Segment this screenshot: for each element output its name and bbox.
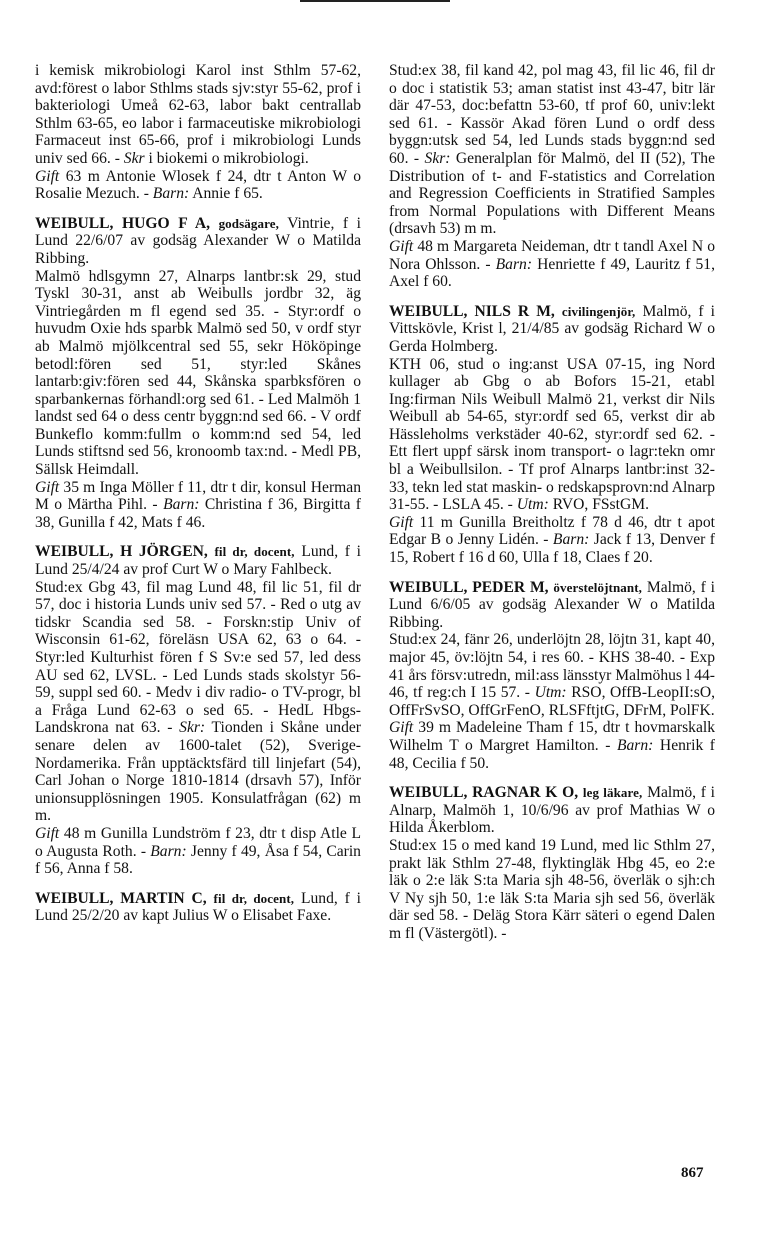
utm-label: Utm: <box>516 496 549 514</box>
skr-text: Generalplan för Malmö, del II (52), The Distribution of t- and F-statistics and Correlation and Regression Coefficients in Stratified Samples from Normal Populations with Different Means (drsavh 53) m m. <box>389 149 715 238</box>
gift-label: Gift <box>389 719 414 737</box>
entry-intro: Malmö, f i Vittskövle, Krist l, 21/4/85 av godsäg Richard W o Gerda Holmberg. <box>389 302 715 355</box>
entry-martin-weibull <box>35 890 361 925</box>
barn-text: Henriette f 49, Lauritz f 51, Axel f 60. <box>389 255 715 291</box>
entry-title: fil dr, docent, <box>213 890 295 906</box>
entry-intro: Lund, f i Lund 25/4/24 av prof Curt W o Mary Fahlbeck. <box>35 543 361 579</box>
entry-name: WEIBULL, RAGNAR K O, <box>389 784 579 802</box>
right-column <box>389 62 715 955</box>
gift-label: Gift <box>389 513 414 531</box>
gift-label: Gift <box>389 237 414 255</box>
entry-nils-weibull <box>389 303 715 567</box>
skr-label: Skr <box>123 149 145 167</box>
entry-hugo-weibull <box>35 215 361 532</box>
entry-name: WEIBULL, HUGO F A, <box>35 214 211 232</box>
gift-label: Gift <box>35 824 60 842</box>
skr-label: Skr: <box>424 149 451 167</box>
barn-label: Barn: <box>616 736 654 754</box>
career-text: KTH 06, stud o ing:anst USA 07-15, ing Nord kullager ab Gbg o ab Bofors 15-21, etabl Ing:firman Nils Weibull Malmö 21, verkst dir Nils Weibull ab 54-65, styr:ordf sed 65, verkst dir ab Hässleholms verkstäder 40-62, styr:ordf sed 62. - Ett flert uppf särsk inom transport- o lagr:tekn omr bl a Weibullsilon. - Tf prof Alnarps lantbr:inst 32-33, tekn led stat maskin- o redskapsprovn:nd Alnarp 31-55. - LSLA 45. - <box>389 355 715 514</box>
barn-text: Christina f 36, Birgitta f 38, Gunilla f 42, Mats f 46. <box>35 496 361 531</box>
gift-text: 63 m Antonie Wlosek f 24, dtr t Anton W o Rosalie Mezuch. - <box>35 167 361 203</box>
entry-title: leg läkare, <box>582 785 643 801</box>
gift-label: Gift <box>35 167 60 185</box>
entry-continuation-left <box>35 62 361 203</box>
utm-label: Utm: <box>534 684 567 702</box>
barn-label: Barn: <box>552 531 590 549</box>
barn-text: Jack f 13, Denver f 15, Robert f 16 d 60, Ulla f 18, Claes f 20. <box>389 531 715 567</box>
top-rule <box>300 0 450 2</box>
utm-text: RSO, OffB-LeopII:sO, OffFrSvSO, OffGrFenO, RLSFftjtG, DFrM, PolFK. <box>389 684 715 719</box>
gift-label: Gift <box>35 478 60 496</box>
entry-name: WEIBULL, MARTIN C, <box>35 889 207 907</box>
career-text: Stud:ex 38, fil kand 42, pol mag 43, fil lic 46, fil dr o doc i statistik 53; aman statist inst 43-47, bitr lär där 47-53, doc:befattn 53-60, tf prof 60, univ:lekt sed 61. - Kassör Akad fören Lund o ordf dess byggn:utsk sed 54, led Lunds stads byggn:nd sed 60. - <box>389 62 715 167</box>
barn-text: Henrik f 48, Cecilia f 50. <box>389 736 715 772</box>
entry-jorgen-weibull <box>35 543 361 877</box>
page-number: 867 <box>681 1165 704 1181</box>
career-text: Stud:ex 15 o med kand 19 Lund, med lic Sthlm 27, prakt läk Sthlm 27-48, flyktingläk Hbg 45, eo 2:e läk o 2:e läk S:ta Maria sjh 48-56, överläk o sjh:ch V Ny sjh 50, 1:e läk S:ta Maria sjh sed 56, överläk där sed 58. - Deläg Stora Kärr säteri o egend Dalen m fl (Västergötl). - <box>389 836 715 942</box>
skr-label: Skr: <box>179 719 206 737</box>
barn-text: Jenny f 49, Åsa f 54, Carin f 56, Anna f 58. <box>35 842 361 878</box>
gift-text: 48 m Margareta Neideman, dtr t tandl Axel N o Nora Ohlsson. - <box>389 237 715 273</box>
left-column <box>35 62 361 937</box>
gift-text: 48 m Gunilla Lundström f 23, dtr t disp Atle L o Augusta Roth. - <box>35 824 361 860</box>
career-text: Stud:ex 24, fänr 26, underlöjtn 28, löjtn 31, kapt 40, major 45, öv:löjtn 54, i res 60. - KHS 38-40. - Exp 41 års försv:utredn, mil:ass länsstyr Malmöhus l 44-46, tf reg:ch I 15 57. - <box>389 631 715 702</box>
barn-label: Barn: <box>152 185 190 203</box>
entry-intro: Malmö, f i Lund 6/6/05 av godsäg Alexander W o Matilda Ribbing. <box>389 578 715 631</box>
career-text: Malmö hdlsgymn 27, Alnarps lantbr:sk 29, stud Tyskl 30-31, anst ab Weibulls jordbr 32, äg Vintriegården m fl egend sed 35. - Styr:ordf o huvudm Oxie hds sparbk Malmö sed 50, v ordf styr ab Malmö mjölkcentral sed 55, sekr Hököpinge betodl:fören sed 51, styr:led Skånes lantarb:giv:fören sed 44, Skånska sparbksfören o sparbankernas förhandl:org sed 61. - Led Malmöh 1 landst sed 64 o dess centr byggn:nd sed 66. - V ordf Bunkeflo komm:fullm o komm:nd sed 54, led Lunds stiftsnd sed 56, kronoomb tax:nd. - Medl PB, Sällsk Heimdall. <box>35 267 361 479</box>
entry-name: WEIBULL, H JÖRGEN, <box>35 543 208 561</box>
career-text: Stud:ex Gbg 43, fil mag Lund 48, fil lic 51, fil dr 57, doc i historia Lunds univ sed 57. - Red o utg av tidskr Scandia sed 58. - Forskn:stip Univ of Wisconsin 61-62, föreläsn USA 62, 63 o 64. - Styr:led Kulturhist fören f S Sv:e sed 57, led dess AU sed 62, LVSL. - Led Lunds stads skolstyr 56-59, suppl sed 60. - Medv i div radio- o TV-progr, bl a Fråga Lund 62-63 o sed 65. - HedL Hbgs-Landskrona nat 63. - <box>35 578 361 737</box>
barn-label: Barn: <box>163 496 200 514</box>
entry-peder-weibull <box>389 579 715 773</box>
entry-title: överstelöjtnant, <box>553 579 643 595</box>
skr-text: Tionden i Skåne under senare delen av 1600-talet (52), Sverige-Nordamerika. Från upptäcktsfärd till linjefart (54), Carl Johan o Norge 1810-1814 (drsavh 57), Inför unionsupplösningen 1905. Konsulatfrågan (62) m m. <box>35 719 361 825</box>
gift-text: 39 m Madeleine Tham f 15, dtr t hovmarskalk Wilhelm T o Margret Hamilton. - <box>389 719 715 754</box>
entry-ragnar-weibull <box>389 784 715 942</box>
entry-title: godsägare, <box>218 215 279 231</box>
entry-intro: Lund, f i Lund 25/2/20 av kapt Julius W o Elisabet Faxe. <box>35 889 361 925</box>
entry-title: civilingenjör, <box>561 303 636 319</box>
entry-name: WEIBULL, NILS R M, <box>389 302 555 320</box>
barn-label: Barn: <box>150 842 187 860</box>
utm-text: RVO, FSstGM. <box>548 496 649 514</box>
career-text: i kemisk mikrobiologi Karol inst Sthlm 57-62, avd:förest o labor Sthlms stads sjv:styr 55-62, prof i bakteriologi Umeå 62-63, labor bakt centrallab Sthlm 63-65, eo labor i farmaceutiske mikrobiologi Farmaceut inst 65-66, prof i mikrobiologi Lunds univ sed 66. - <box>35 62 361 167</box>
entry-continuation-right <box>389 62 715 291</box>
entry-intro: Malmö, f i Alnarp, Malmöh 1, 10/6/96 av prof Mathias W o Hilda Åkerblom. <box>389 784 715 837</box>
entry-intro: Vintrie, f i Lund 22/6/07 av godsäg Alexander W o Matilda Ribbing. <box>35 214 361 267</box>
gift-text: 11 m Gunilla Breitholtz f 78 d 46, dtr t apot Edgar B o Jenny Lidén. - <box>389 513 715 549</box>
barn-text: Annie f 65. <box>189 185 263 203</box>
skr-text: i biokemi o mikrobiologi. <box>144 149 309 167</box>
gift-text: 35 m Inga Möller f 11, dtr t dir, konsul Herman M o Märtha Pihl. - <box>35 478 361 514</box>
entry-name: WEIBULL, PEDER M, <box>389 578 549 596</box>
barn-label: Barn: <box>495 255 533 273</box>
entry-title: fil dr, docent, <box>214 544 295 560</box>
